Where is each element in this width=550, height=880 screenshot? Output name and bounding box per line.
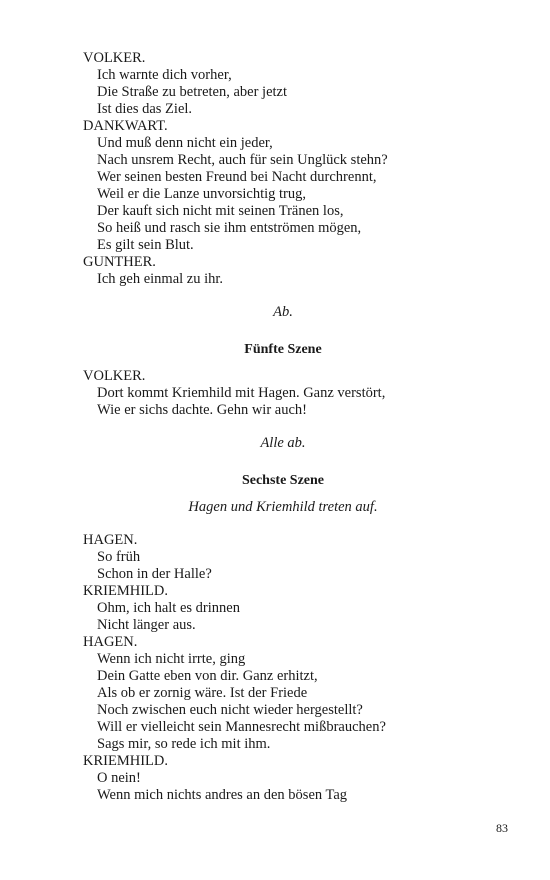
stage-direction-exit-all: Alle ab. — [260, 435, 306, 451]
speaker-volker: VOLKER. — [83, 368, 146, 384]
speaker-gunther: GUNTHER. — [83, 254, 156, 270]
verse-line: Ist dies das Ziel. — [97, 101, 193, 117]
verse-line: Wie er sichs dachte. Gehn wir auch! — [97, 402, 307, 418]
stage-direction-enter: Hagen und Kriemhild treten auf. — [188, 499, 378, 515]
verse-line: Der kauft sich nicht mit seinen Tränen los, — [97, 203, 344, 219]
spacer — [83, 288, 483, 304]
verse-line: Dort kommt Kriemhild mit Hagen. Ganz verstört, — [97, 385, 386, 401]
scene-heading-5: Fünfte Szene — [244, 342, 322, 357]
verse-line: Ich warnte dich vorher, — [97, 67, 232, 83]
spacer — [83, 419, 483, 435]
verse-line: Wenn ich nicht irrte, ging — [97, 651, 246, 667]
verse-line: Die Straße zu betreten, aber jetzt — [97, 84, 288, 100]
verse-line: So früh — [97, 549, 141, 565]
speaker-hagen: HAGEN. — [83, 634, 138, 650]
spacer — [83, 516, 483, 532]
verse-line: Wer seinen besten Freund bei Nacht durchrennt, — [97, 169, 377, 185]
spacer — [83, 321, 483, 341]
stage-direction-exit: Ab. — [273, 304, 293, 320]
speaker-kriemhild: KRIEMHILD. — [83, 583, 168, 599]
speaker-volker: VOLKER. — [83, 50, 146, 66]
verse-line: O nein! — [97, 770, 141, 786]
verse-line: Weil er die Lanze unvorsichtig trug, — [97, 186, 307, 202]
verse-line: Schon in der Halle? — [97, 566, 212, 582]
verse-line: Ich geh einmal zu ihr. — [97, 271, 224, 287]
speaker-kriemhild: KRIEMHILD. — [83, 753, 168, 769]
verse-line: Ohm, ich halt es drinnen — [97, 600, 240, 616]
speaker-dankwart: DANKWART. — [83, 118, 168, 134]
speaker-hagen: HAGEN. — [83, 532, 138, 548]
verse-line: So heiß und rasch sie ihm entströmen mögen, — [97, 220, 362, 236]
page-number: 83 — [496, 821, 508, 835]
scene-heading-6: Sechste Szene — [241, 473, 325, 488]
verse-line: Dein Gatte eben von dir. Ganz erhitzt, — [97, 668, 318, 684]
spacer — [83, 452, 483, 472]
spacer — [83, 489, 483, 499]
verse-line: Und muß denn nicht ein jeder, — [97, 135, 273, 151]
verse-line: Nicht länger aus. — [97, 617, 196, 633]
verse-line: Als ob er zornig wäre. Ist der Friede — [97, 685, 308, 701]
verse-line: Sags mir, so rede ich mit ihm. — [97, 736, 271, 752]
page-body — [83, 50, 483, 804]
spacer — [83, 358, 483, 368]
verse-line: Noch zwischen euch nicht wieder hergestellt? — [97, 702, 363, 718]
verse-line: Wenn mich nichts andres an den bösen Tag — [97, 787, 348, 803]
verse-line: Will er vielleicht sein Mannesrecht mißbrauchen? — [97, 719, 386, 735]
verse-line: Es gilt sein Blut. — [97, 237, 194, 253]
verse-line: Nach unsrem Recht, auch für sein Unglück stehn? — [97, 152, 388, 168]
